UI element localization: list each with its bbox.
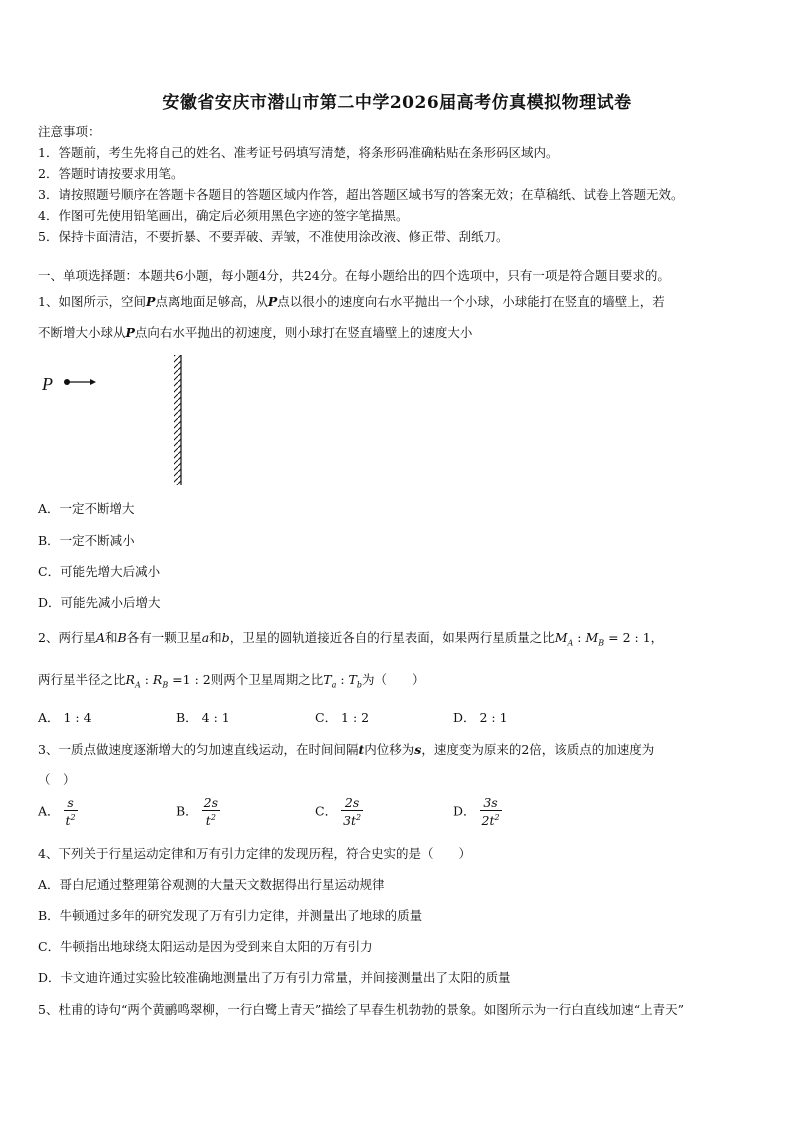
q2-option-a: A． 1 : 4 (38, 710, 92, 725)
notice-item: 4．作图可先使用铅笔画出，确定后必须用黑色字迹的签字笔描黑。 (38, 208, 409, 223)
question-3-line-1: 3、一质点做速度逐渐增大的匀加速直线运动，在时间间隔t内位移为s，速度变为原来的2倍，该质点的加速度为 (38, 742, 655, 757)
question-5-stem: 5、杜甫的诗句“两个黄鹂鸣翠柳，一行白鹭上青天”描绘了早春生机勃勃的景象。如图所示为一行白直线加速“上青天” (38, 1002, 685, 1017)
section-heading: 一、单项选择题：本题共6小题，每小题4分，共24分。在每小题给出的四个选项中，只有一项是符合题目要求的。 (38, 268, 670, 283)
point-p-label: P (42, 374, 53, 394)
wall-diagram (40, 352, 200, 487)
q1-option-b: B．一定不断减小 (38, 533, 135, 548)
q2-option-d: D． 2 : 1 (453, 710, 508, 725)
q4-option-a: A．哥白尼通过整理第谷观测的大量天文数据得出行星运动规律 (38, 877, 385, 892)
q4-option-d: D．卡文迪许通过实验比较准确地测量出了万有引力常量，并间接测量出了太阳的质量 (38, 970, 511, 985)
q1-option-a: A．一定不断增大 (38, 501, 135, 516)
notice-item: 2．答题时请按要求用笔。 (38, 166, 184, 181)
notice-heading: 注意事项： (38, 124, 101, 139)
q3-option-d: D． $\frac{3s}{2t^2}$ (453, 795, 500, 829)
question-1-line-2: 不断增大小球从P点向右水平抛出的初速度，则小球打在竖直墙壁上的速度大小 (38, 325, 473, 340)
q4-option-b: B．牛顿通过多年的研究发现了万有引力定律，并测量出了地球的质量 (38, 908, 423, 923)
q2-option-b: B． 4 : 1 (176, 710, 230, 725)
arrow-head (90, 379, 96, 385)
q3-option-b: B． $\frac{2s}{t^2}$ (176, 795, 219, 829)
q1-option-d: D．可能先减小后增大 (38, 595, 161, 610)
question-1-figure (40, 352, 200, 487)
notice-item: 5．保持卡面清洁，不要折暴、不要弄破、弄皱，不准使用涂改液、修正带、刮纸刀。 (38, 229, 509, 244)
wall-hatch (174, 355, 181, 485)
question-3-line-2: （ ） (38, 772, 76, 787)
notice-item: 1．答题前，考生先将自己的姓名、准考证号码填写清楚，将条形码准确粘贴在条形码区域内。 (38, 145, 559, 160)
q4-option-c: C．牛顿指出地球绕太阳运动是因为受到来自太阳的万有引力 (38, 939, 373, 954)
question-2-line-2: 两行星半径之比$R_A$ : $R_B =1$ : 2则两个卫星周期之比$T_a$ : $T_b$为（ ） (38, 672, 425, 690)
q1-option-c: C．可能先增大后减小 (38, 564, 161, 579)
question-1-line-1: 1、如图所示，空间P点离地面足够高，从P点以很小的速度向右水平抛出一个小球，小球能打在竖直的墙壁上，若 (38, 294, 665, 309)
q3-option-c: C． $\frac{2s}{3t^2}$ (315, 795, 362, 829)
question-2-line-1: 2、两行星A和B各有一颗卫星a和b，卫星的圆轨道接近各自的行星表面，如果两行星质量之比$M_A$ : $M_B = 2$ : 1， (38, 630, 664, 648)
notice-item: 3．请按照题号顺序在答题卡各题目的答题区域内作答，超出答题区域书写的答案无效；在草稿纸、试卷上答题无效。 (38, 187, 684, 202)
q3-option-a: A． $\frac{s}{t^2}$ (38, 795, 76, 829)
question-4-stem: 4、下列关于行星运动定律和万有引力定律的发现历程，符合史实的是（ ） (38, 846, 471, 861)
page-title: 安徽省安庆市潜山市第二中学2026届高考仿真模拟物理试卷 (162, 93, 632, 113)
q2-option-c: C． 1 : 2 (315, 710, 370, 725)
